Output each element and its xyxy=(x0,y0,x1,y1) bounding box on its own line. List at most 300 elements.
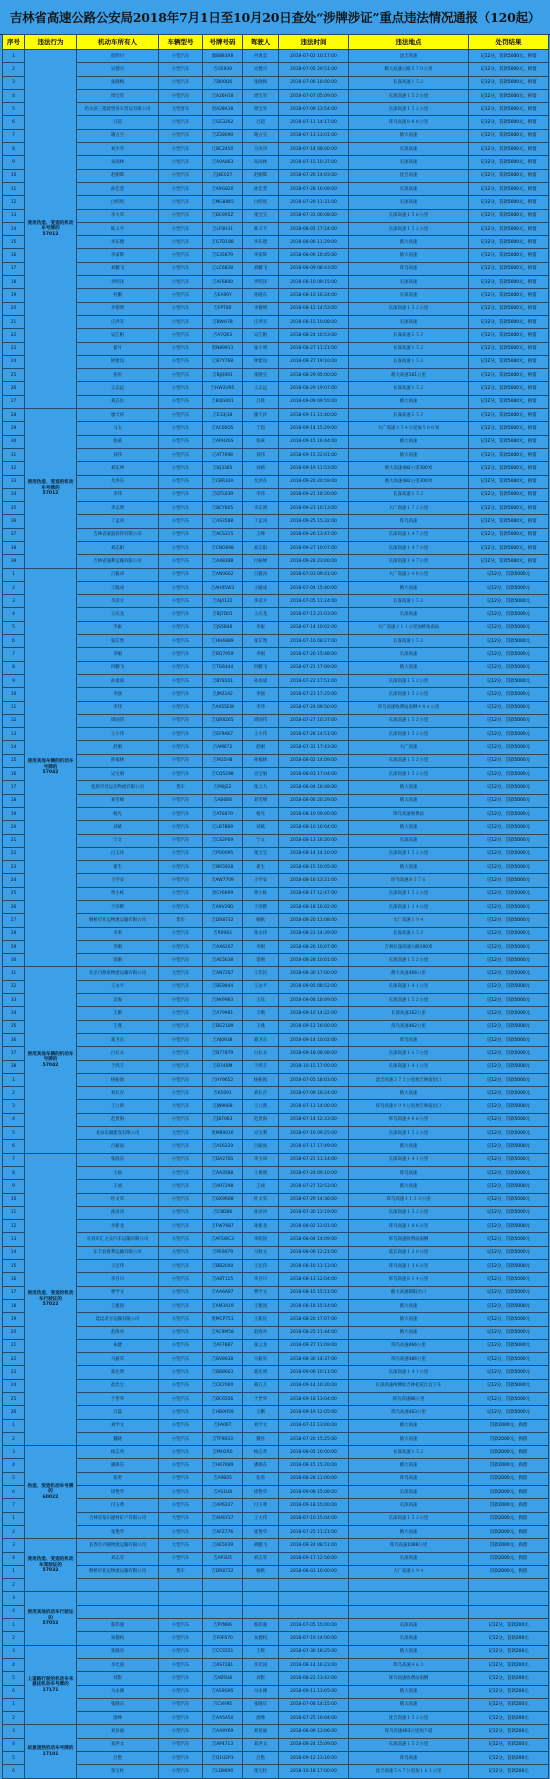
cell-driver: 魏亮 xyxy=(243,1432,279,1445)
cell-location: 长深高速１４１公里 xyxy=(349,1366,469,1379)
cell-location: 长深高速１５２公里 xyxy=(349,728,469,741)
cell-owner: 谢占宝 xyxy=(77,129,159,142)
cell-time: 2018-08-02 13:01:00 xyxy=(279,1220,349,1233)
cell-owner: 李彦方 xyxy=(77,595,159,608)
cell-vehicle-type: 小型汽车 xyxy=(159,89,203,102)
cell-plate xyxy=(203,1592,243,1605)
cell-plate: 吉AP4713 xyxy=(203,1738,243,1751)
cell-time: 2018-07-30 13:19:00 xyxy=(279,1206,349,1219)
cell-vehicle-type: 小型汽车 xyxy=(159,1525,203,1538)
col-header-location: 违法地点 xyxy=(349,35,469,50)
cell-index: 16 xyxy=(3,249,25,262)
table-row xyxy=(3,794,549,807)
cell-vehicle-type: 小型汽车 xyxy=(159,954,203,967)
cell-time: 2018-07-27 12:53:00 xyxy=(279,1180,349,1193)
cell-index: 24 xyxy=(3,874,25,887)
cell-result: 记12分，罚款5000元，拘留 xyxy=(469,209,549,222)
table-row xyxy=(3,635,549,648)
cell-driver: 白长永 xyxy=(243,1047,279,1060)
cell-owner: 刘鹏飞 xyxy=(77,262,159,275)
cell-violation-type: 使用伪造、变造的机动车号牌的 57012 xyxy=(25,409,77,569)
cell-owner: 于鸿丰 xyxy=(77,1060,159,1073)
cell-plate: 吉E35679 xyxy=(203,249,243,262)
table-row xyxy=(3,1672,549,1685)
cell-vehicle-type: 小型汽车 xyxy=(159,1366,203,1379)
cell-vehicle-type: 小型汽车 xyxy=(159,794,203,807)
cell-plate: 吉BG2189 xyxy=(203,1020,243,1033)
cell-driver xyxy=(243,1579,279,1592)
cell-vehicle-type: 小型汽车 xyxy=(159,435,203,448)
cell-driver: 黄小栋 xyxy=(243,887,279,900)
cell-plate: 吉AS1U8 xyxy=(203,1486,243,1499)
cell-vehicle-type: 小型汽车 xyxy=(159,661,203,674)
table-row xyxy=(3,1127,549,1140)
cell-vehicle-type: 小型汽车 xyxy=(159,1047,203,1060)
cell-plate: 吉AR7298 xyxy=(203,1180,243,1193)
cell-owner: 哈尔滨三菱新型客车营运有限公司 xyxy=(77,103,159,116)
cell-result: 罚款2000元，拘留 xyxy=(469,1446,549,1459)
cell-vehicle-type: 小型汽车 xyxy=(159,182,203,195)
cell-index: 2 xyxy=(3,1632,25,1645)
cell-location: 鹤大高速 xyxy=(349,1326,469,1339)
cell-driver: 赵朝晖 xyxy=(243,169,279,182)
cell-time: 2018-07-09 16:24:00 xyxy=(279,1087,349,1100)
cell-location: 鹤大高速482公里300米 xyxy=(349,475,469,488)
cell-index: 9 xyxy=(3,1180,25,1193)
cell-index: 1 xyxy=(3,1073,25,1086)
cell-driver: 王永平 xyxy=(243,980,279,993)
table-row xyxy=(3,302,549,315)
cell-driver: 李绍国 xyxy=(243,1233,279,1246)
cell-driver: 周宝军 xyxy=(243,103,279,116)
cell-time: 2018-08-09 08:43:00 xyxy=(279,262,349,275)
cell-result: 记12分，罚款5000元，拘留 xyxy=(469,528,549,541)
cell-time: 2018-08-10 09:15:00 xyxy=(279,276,349,289)
cell-result: 记12分，罚款5000元 xyxy=(469,1260,549,1273)
cell-index: 10 xyxy=(3,169,25,182)
cell-driver: 李刚 xyxy=(243,648,279,661)
cell-violation-type: 伪造、变造机动车号牌的 60022 xyxy=(25,1446,77,1539)
cell-driver: 李明泽 xyxy=(243,276,279,289)
table-row xyxy=(3,1499,549,1512)
table-row xyxy=(3,1685,549,1698)
cell-location: 大广高速 xyxy=(349,741,469,754)
cell-result: 罚款2000元，拘留 xyxy=(469,1419,549,1432)
cell-vehicle-type: 小型汽车 xyxy=(159,276,203,289)
cell-time: 2018-07-20 15:25:00 xyxy=(279,1432,349,1445)
cell-result: 记12分，罚款5000元，拘留 xyxy=(469,369,549,382)
cell-owner: 马永刚 xyxy=(77,1685,159,1698)
cell-vehicle-type: 小型汽车 xyxy=(159,701,203,714)
cell-driver: 曹学文 xyxy=(243,1286,279,1299)
table-row xyxy=(3,1033,549,1046)
cell-plate: 吉AH6Y37 xyxy=(203,1512,243,1525)
cell-driver: 刘禧 xyxy=(243,462,279,475)
cell-index: 2 xyxy=(3,581,25,594)
cell-plate: 吉BWH78 xyxy=(203,315,243,328)
cell-result: 罚款2000元，拘留 xyxy=(469,1525,549,1538)
cell-driver: 范贵海 xyxy=(243,1113,279,1126)
col-header-owner: 机动车所有人 xyxy=(77,35,159,50)
cell-driver: 冉勇忠 xyxy=(243,50,279,63)
cell-vehicle-type: 小型汽车 xyxy=(159,249,203,262)
cell-result: 记12分，罚款5000元，拘留 xyxy=(469,502,549,515)
cell-result: 记12分，罚款5000元，拘留 xyxy=(469,249,549,262)
cell-violation-type: 使用伪造、变造的机动车行驶证的 57022 xyxy=(25,1153,77,1446)
cell-owner: 王殿成 xyxy=(77,581,159,594)
table-row xyxy=(3,329,549,342)
cell-index: 38 xyxy=(3,541,25,554)
table-row xyxy=(3,821,549,834)
cell-vehicle-type: 小型汽车 xyxy=(159,768,203,781)
cell-index: 28 xyxy=(3,927,25,940)
cell-plate: 吉C8D86 xyxy=(203,1206,243,1219)
cell-driver: 刘学文 xyxy=(243,1419,279,1432)
cell-driver: 孙承斌 xyxy=(243,674,279,687)
table-row xyxy=(3,50,549,63)
cell-location: 沈吉高速３７１公里加吉林南出口 xyxy=(349,1073,469,1086)
cell-owner: 王学安 xyxy=(77,874,159,887)
cell-location: 长深高速１５２公里 xyxy=(349,688,469,701)
cell-plate: 吉JN9668 xyxy=(203,1100,243,1113)
cell-owner: 刘长存 xyxy=(77,1087,159,1100)
cell-plate: 吉AM3419 xyxy=(203,1299,243,1312)
cell-time: 2018-09-15 16:44:00 xyxy=(279,435,349,448)
cell-driver: 王伟民 xyxy=(243,967,279,980)
cell-vehicle-type: 货车 xyxy=(159,781,203,794)
cell-vehicle-type: 小型汽车 xyxy=(159,515,203,528)
cell-time: 2018-07-31 06:08:00 xyxy=(279,209,349,222)
cell-result: 记12分，罚款200元 xyxy=(469,1632,549,1645)
cell-result: 记12分，罚款5000元，拘留 xyxy=(469,89,549,102)
cell-plate: 吉BJQ091 xyxy=(203,369,243,382)
cell-owner: 李百川 xyxy=(77,1273,159,1286)
cell-vehicle-type: 小型汽车 xyxy=(159,728,203,741)
table-row xyxy=(3,1100,549,1113)
cell-vehicle-type: 小型汽车 xyxy=(159,635,203,648)
cell-result: 记12分，罚款5000元，拘留 xyxy=(469,289,549,302)
cell-index: 37 xyxy=(3,528,25,541)
col-header-driver: 驾驶人 xyxy=(243,35,279,50)
cell-driver: 周宝军 xyxy=(243,89,279,102)
cell-driver: 王志远 xyxy=(243,382,279,395)
table-row xyxy=(3,76,549,89)
cell-location: 长深高速 xyxy=(349,143,469,156)
cell-driver: 张宝柱 xyxy=(243,1765,279,1778)
cell-driver: 王鹏 xyxy=(243,1406,279,1419)
cell-result: 记12分，罚款5000元，拘留 xyxy=(469,262,549,275)
cell-location: 鹤大高速 xyxy=(349,1180,469,1193)
cell-result: 记12分，罚款5000元 xyxy=(469,608,549,621)
cell-owner: 王志远 xyxy=(77,382,159,395)
cell-owner: 刘显福 xyxy=(77,1725,159,1738)
cell-vehicle-type: 小型汽车 xyxy=(159,1738,203,1751)
cell-time: 2018-07-24 09:50:00 xyxy=(279,701,349,714)
cell-index: 5 xyxy=(3,103,25,116)
cell-vehicle-type: 大型汽车 xyxy=(159,1512,203,1525)
cell-plate: 吉Q1U2P3 xyxy=(203,1752,243,1765)
cell-vehicle-type: 小型汽车 xyxy=(159,63,203,76)
table-row xyxy=(3,1392,549,1405)
cell-owner: 李振 xyxy=(77,621,159,634)
cell-owner: 吉林省星石建材矿产有限公司 xyxy=(77,1512,159,1525)
cell-driver: 王宏伟 xyxy=(243,1260,279,1273)
table-row xyxy=(3,355,549,368)
cell-time: 2018-07-27 10:37:00 xyxy=(279,714,349,727)
cell-driver: 李彦方 xyxy=(243,595,279,608)
cell-result xyxy=(469,1592,549,1605)
cell-index: 3 xyxy=(3,1725,25,1738)
cell-owner: 王宏伟 xyxy=(77,1260,159,1273)
cell-vehicle-type: 小型汽车 xyxy=(159,1339,203,1352)
cell-plate: 吉A16229 xyxy=(203,1140,243,1153)
cell-driver: 付玉尊 xyxy=(243,1499,279,1512)
cell-plate: 吉A26H18 xyxy=(203,89,243,102)
cell-result: 记12分，罚款5000元，拘留 xyxy=(469,329,549,342)
cell-index: 31 xyxy=(3,967,25,980)
cell-plate: 吉G7D188 xyxy=(203,236,243,249)
cell-result xyxy=(469,1605,549,1618)
cell-vehicle-type: 小型汽车 xyxy=(159,1007,203,1020)
cell-location: 鹤大高速 xyxy=(349,794,469,807)
cell-time xyxy=(279,1605,349,1618)
cell-driver: 马永刚 xyxy=(243,1685,279,1698)
cell-time: 2018-08-13 12:04:00 xyxy=(279,1273,349,1286)
cell-vehicle-type: 小型汽车 xyxy=(159,475,203,488)
header-row xyxy=(3,35,549,50)
cell-result: 记12分，罚款5000元 xyxy=(469,1100,549,1113)
table-row xyxy=(3,1459,549,1472)
cell-owner: 丁孟涛 xyxy=(77,515,159,528)
cell-location xyxy=(349,1605,469,1618)
cell-vehicle-type: 小型汽车 xyxy=(159,143,203,156)
cell-index: 32 xyxy=(3,980,25,993)
cell-plate: 吉MH2R0 xyxy=(203,1446,243,1459)
cell-location: 鹤大高速 xyxy=(349,249,469,262)
cell-index: 22 xyxy=(3,329,25,342)
cell-time: 2018-08-05 16:00:00 xyxy=(279,1446,349,1459)
cell-driver: 王庆龙 xyxy=(243,608,279,621)
cell-result: 记12分，罚款5000元 xyxy=(469,648,549,661)
cell-time: 2018-08-18 16:02:00 xyxy=(279,901,349,914)
cell-index: 12 xyxy=(3,196,25,209)
cell-result: 记12分，罚款5000元 xyxy=(469,967,549,980)
cell-driver: 廖天祥 xyxy=(243,409,279,422)
cell-owner: 李大军 xyxy=(77,209,159,222)
cell-driver: 刘志军 xyxy=(243,1552,279,1565)
cell-driver: 孙新龙 xyxy=(243,1220,279,1233)
table-row xyxy=(3,129,549,142)
cell-plate: 吉AA8Y69 xyxy=(203,1725,243,1738)
cell-owner: 吕振雨 xyxy=(77,1140,159,1153)
cell-vehicle-type: 小型汽车 xyxy=(159,1260,203,1273)
cell-driver: 白明瑶 xyxy=(243,196,279,209)
cell-result: 记12分，罚款5000元，拘留 xyxy=(469,276,549,289)
cell-driver: 吕振雨 xyxy=(243,1140,279,1153)
cell-time: 2018-08-29 19:07:00 xyxy=(279,382,349,395)
cell-location: 长深高速１５２公里 xyxy=(349,1127,469,1140)
cell-location: 珲乌高速８８８公里 xyxy=(349,116,469,129)
cell-vehicle-type: 小型汽车 xyxy=(159,502,203,515)
table-row xyxy=(3,1752,549,1765)
cell-index: 3 xyxy=(3,76,25,89)
cell-vehicle-type: 货车 xyxy=(159,1565,203,1578)
cell-location: 鹤大高速 xyxy=(349,395,469,408)
cell-vehicle-type: 小型汽车 xyxy=(159,1286,203,1299)
table-row xyxy=(3,1539,549,1552)
cell-driver: 陈义平 xyxy=(243,222,279,235)
document-title: 吉林省高速公路公安局2018年7月1日至10月20日查处“涉牌涉证”重点违法情况通报（120起） xyxy=(0,0,550,35)
cell-plate: 吉BQG001 xyxy=(203,395,243,408)
cell-driver: 胡鹏飞 xyxy=(243,1539,279,1552)
cell-plate: 吉CS2P09 xyxy=(203,834,243,847)
cell-location: 长深高速１５２公里 xyxy=(349,674,469,687)
cell-vehicle-type xyxy=(159,1579,203,1592)
cell-plate: 吉AN7287 xyxy=(203,967,243,980)
cell-location: 长深高速１５２公里 xyxy=(349,302,469,315)
cell-time: 2018-07-31 17:43:00 xyxy=(279,741,349,754)
cell-driver: 李伟 xyxy=(243,701,279,714)
cell-plate: 吉J87063 xyxy=(203,1113,243,1126)
cell-owner: 吴德兴 xyxy=(77,63,159,76)
cell-index: 10 xyxy=(3,688,25,701)
cell-time: 2018-09-23 10:13:00 xyxy=(279,502,349,515)
cell-location: 鹤大高速 xyxy=(349,1313,469,1326)
cell-driver: 翟生 xyxy=(243,861,279,874)
cell-location: 长深高速１４１公里 xyxy=(349,1153,469,1166)
cell-driver: 马秋文 xyxy=(243,1246,279,1259)
table-row xyxy=(3,1446,549,1459)
cell-violation-type: 上道路行驶的机动车未悬挂机动车号牌的 17171 xyxy=(25,1645,77,1725)
cell-owner: 王灿 xyxy=(77,1166,159,1179)
cell-location: 鹤大高速 xyxy=(349,1432,469,1445)
cell-time: 2018-08-24 08:51:00 xyxy=(279,1539,349,1552)
cell-time: 2018-08-14 14:10:00 xyxy=(279,847,349,860)
cell-vehicle-type: 小型汽车 xyxy=(159,50,203,63)
cell-owner: 赵海亮 xyxy=(77,1326,159,1339)
cell-result: 记12分，罚款5000元 xyxy=(469,1007,549,1020)
cell-owner: 刘志民 xyxy=(77,395,159,408)
cell-owner: 刘少华 xyxy=(77,143,159,156)
cell-index: 22 xyxy=(3,1353,25,1366)
cell-driver: 雷刚 xyxy=(243,954,279,967)
cell-location: 大广高速２４８公里 xyxy=(349,568,469,581)
cell-time: 2018-07-16 09:25:00 xyxy=(279,1127,349,1140)
cell-time: 2018-09-12 13:16:00 xyxy=(279,1752,349,1765)
cell-result: 记12分，罚款5000元，拘留 xyxy=(469,475,549,488)
cell-time: 2018-09-18 13:04:00 xyxy=(279,1392,349,1405)
table-row xyxy=(3,1592,549,1605)
cell-plate: 吉E33J18 xyxy=(203,409,243,422)
cell-time: 2018-07-05 20:51:00 xyxy=(279,63,349,76)
cell-vehicle-type: 小型汽车 xyxy=(159,1299,203,1312)
cell-owner: 长春市汇之众汽车运输有限公司 xyxy=(77,1233,159,1246)
table-row xyxy=(3,1193,549,1206)
cell-violation-type: 使用其他车辆的机动车号牌的 57042 xyxy=(25,568,77,967)
cell-location: 珲乌高速收费站 xyxy=(349,807,469,820)
cell-result: 罚款2000元，拘留 xyxy=(469,1499,549,1512)
cell-location: 珲乌高速８１４公里 xyxy=(349,1273,469,1286)
cell-vehicle-type: 小型汽车 xyxy=(159,528,203,541)
table-row xyxy=(3,1379,549,1392)
cell-time: 2018-07-30 18:25:00 xyxy=(279,1645,349,1658)
cell-index: 33 xyxy=(3,475,25,488)
cell-vehicle-type: 小型汽车 xyxy=(159,980,203,993)
cell-location: 长深高速 xyxy=(349,1619,469,1632)
cell-vehicle-type: 小型汽车 xyxy=(159,1499,203,1512)
cell-plate: 吉JM2242 xyxy=(203,688,243,701)
cell-time: 2018-07-25 11:21:00 xyxy=(279,1525,349,1538)
cell-location: 鹤大高速公路５７０公里 xyxy=(349,63,469,76)
cell-plate: 吉HW2U95 xyxy=(203,382,243,395)
cell-plate: 黑MB0016 xyxy=(203,1127,243,1140)
cell-result: 记12分，罚款5000元，拘留 xyxy=(469,103,549,116)
cell-plate: 吉AN0662 xyxy=(203,568,243,581)
table-row xyxy=(3,502,549,515)
cell-vehicle-type: 小型汽车 xyxy=(159,1619,203,1632)
cell-owner: 长春市兴隆物流运输有限公司 xyxy=(77,1539,159,1552)
cell-owner: 唐峰 xyxy=(77,1712,159,1725)
cell-time: 2018-09-11 13:05:00 xyxy=(279,1685,349,1698)
cell-driver: 杨光 xyxy=(243,807,279,820)
table-row xyxy=(3,1353,549,1366)
cell-index: 9 xyxy=(3,674,25,687)
cell-time: 2018-07-23 17:25:00 xyxy=(279,688,349,701)
cell-time: 2018-07-08 14:15:00 xyxy=(279,1698,349,1711)
cell-index: 4 xyxy=(3,1605,25,1618)
cell-driver: 李志明 xyxy=(243,502,279,515)
cell-result: 记12分，罚款5000元，拘留 xyxy=(469,382,549,395)
cell-result: 记12分，罚款200元 xyxy=(469,1619,549,1632)
cell-location: 珲乌高速８５７６ xyxy=(349,874,469,887)
cell-plate: 吉PU0095 xyxy=(203,847,243,860)
cell-result: 记12分，罚款5000元 xyxy=(469,1087,549,1100)
cell-time: 2018-07-05 18:03:00 xyxy=(279,1073,349,1086)
table-row xyxy=(3,143,549,156)
cell-driver: 何鹏飞 xyxy=(243,661,279,674)
cell-driver: 吴宝利 xyxy=(243,1127,279,1140)
cell-location: 鹤大高速 xyxy=(349,1525,469,1538)
cell-location: 珲乌高速 xyxy=(349,1472,469,1485)
cell-owner: 翟月 xyxy=(77,342,159,355)
cell-index: 13 xyxy=(3,209,25,222)
cell-result: 记12分，罚款5000元 xyxy=(469,1326,549,1339)
cell-time: 2018-07-02 10:17:00 xyxy=(279,50,349,63)
table-row xyxy=(3,1246,549,1259)
cell-owner: 张晓梅 xyxy=(77,76,159,89)
table-row xyxy=(3,1313,549,1326)
cell-index: 37 xyxy=(3,1047,25,1060)
cell-result: 记12分，罚款5000元，拘留 xyxy=(469,462,549,475)
cell-index: 39 xyxy=(3,555,25,568)
table-row xyxy=(3,1698,549,1711)
cell-driver: 马涛涛 xyxy=(243,143,279,156)
cell-location: 珲乌高速收费站南侧 xyxy=(349,1672,469,1685)
cell-result: 记12分，罚款5000元，拘留 xyxy=(469,196,549,209)
cell-index: 33 xyxy=(3,994,25,1007)
cell-owner: 张海东 xyxy=(77,1153,159,1166)
cell-result: 记12分，罚款5000元 xyxy=(469,1140,549,1153)
cell-result: 记12分，罚款5000元，拘留 xyxy=(469,156,549,169)
cell-owner: 杨志英 xyxy=(77,1446,159,1459)
cell-plate: 吉BV8638 xyxy=(203,1353,243,1366)
cell-driver: 王俊俊 xyxy=(243,1166,279,1179)
cell-location: 长深高速１４７公里 xyxy=(349,541,469,554)
cell-owner: 李家辉 xyxy=(77,249,159,262)
cell-driver: 谢占宝 xyxy=(243,129,279,142)
cell-time: 2018-08-22 13:42:00 xyxy=(279,1672,349,1685)
cell-index: 2 xyxy=(3,1712,25,1725)
